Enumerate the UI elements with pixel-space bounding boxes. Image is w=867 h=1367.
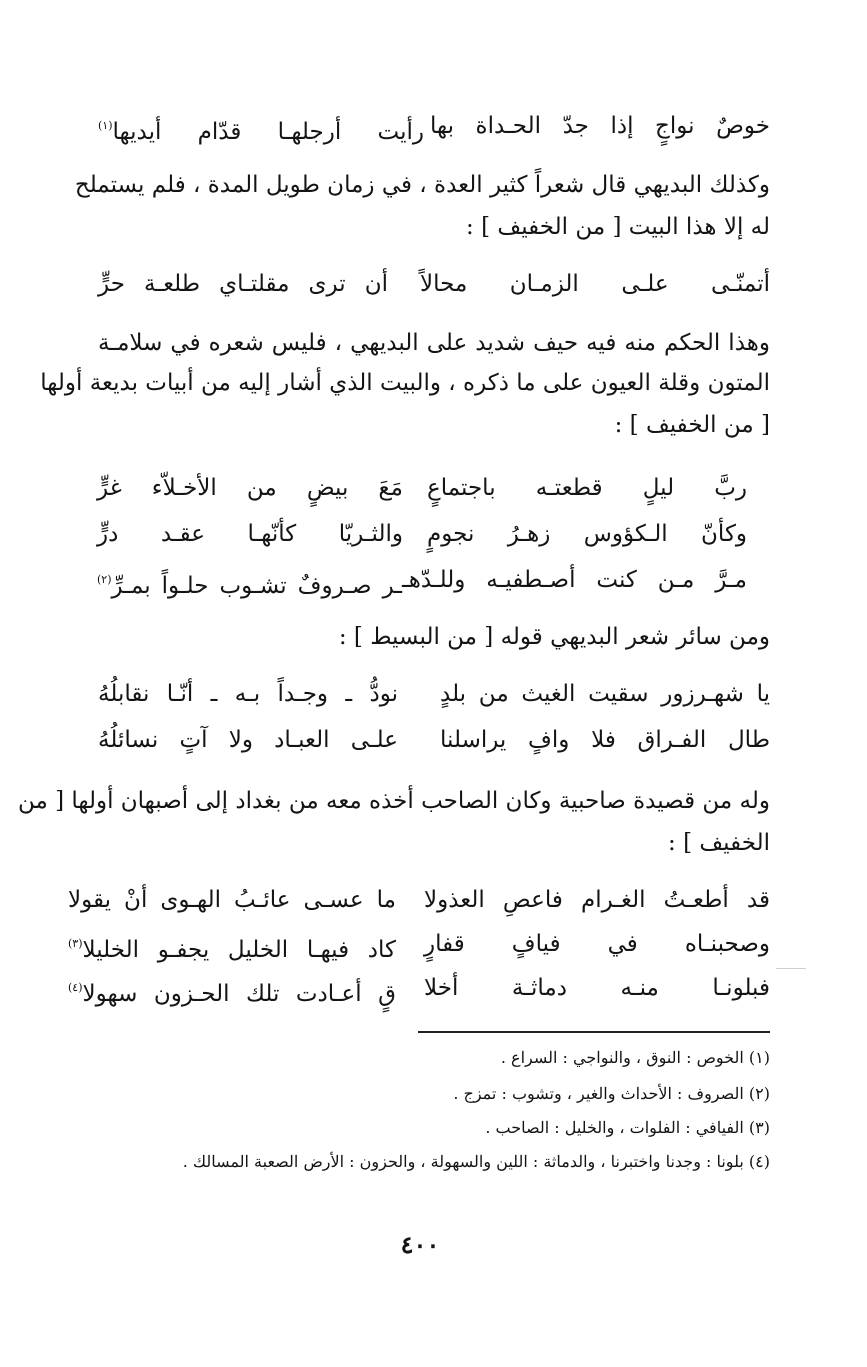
verse-hemistich-left: رأيت أرجلهـا قدّام أيديها$^{(١)}$ (98, 119, 424, 145)
paragraph-line: المتون وقلة العيون على ما ذكره ، والبيت الذي أشار إليه من أبيات بديعة أولها (40, 370, 770, 396)
paragraph-line: وهذا الحكم منه فيه حيف شديد على البديهي ، فليس شعره في سلامـة (98, 330, 770, 356)
verse-hemistich-left: علـى العبـاد ولا آتٍ نسائلُهُ (98, 727, 398, 753)
paragraph-line: له إلا هذا البيت [ من الخفيف ] : (466, 214, 770, 240)
footnote: (٣) الفيافي : الفلوات ، والخليل : الصاحب . (485, 1118, 770, 1137)
paragraph-line: وكذلك البديهي قال شعراً كثير العدة ، في زمان طويل المدة ، فلم يستملح (74, 172, 770, 198)
verse-hemistich-left: ما عسـى عائـبُ الهـوى أنْ يقولا (68, 887, 396, 913)
verse-line (98, 108, 770, 144)
verse-hemistich-right: يا شهـرزور سقيت الغيث من بلدٍ (440, 681, 770, 707)
footnote: (٤) بلونا : وجدنا واختبرنا ، والدماثة : اللين والسهولة ، والحزون : الأرض الصعبة المسالك . (182, 1152, 770, 1171)
verse-hemistich-right: فبلونـا منـه دماثـة أخلا (424, 975, 770, 1001)
footnote: (١) الخوص : النوق ، والنواجي : السراع . (500, 1048, 770, 1067)
paragraph-line: الخفيف ] : (668, 830, 770, 856)
verse-hemistich-left: مَعَ بيضٍ من الأخـلاّء غرٍّ (97, 475, 403, 501)
paragraph-line: [ من الخفيف ] : (614, 412, 770, 438)
verse-line (98, 266, 770, 302)
verse-hemistich-right: خوصٌ نواجٍ إذا جدّ الحـداة بها (430, 113, 770, 139)
verse-hemistich-right: ربَّ ليلٍ قطعتـه باجتماعٍ (427, 475, 747, 501)
verse-hemistich-right: قد أطعـتُ الغـرام فاعصِ العذولا (424, 887, 770, 913)
footnote-ref: (٢) (97, 573, 112, 586)
verse-hemistich-right: وصحبنـاه في فيافٍ قفارٍ (424, 931, 770, 957)
verse-hemistich-left: قٍ أعـادت تلك الحـزون سهولا$^{(٤)}$ (68, 981, 396, 1007)
verse-hemistich-right: أتمنّـى علـى الزمـان محالاً (420, 271, 770, 297)
footnote-ref: (١) (98, 119, 113, 132)
paragraph-line: ومن سائر شعر البديهي قوله [ من البسيط ] : (338, 624, 770, 650)
verse-hemistich-left: ـر صـروفٌ تشـوب حلـواً بمـرِّ$^{(٢)}$ (97, 573, 402, 599)
verse-hemistich-left: أن ترى مقلتـاي طلعـة حرٍّ (98, 271, 388, 297)
footnote: (٢) الصروف : الأحداث والغير ، وتشوب : تمزج . (453, 1084, 770, 1103)
footnote-ref: (٣) (68, 937, 83, 950)
verse-hemistich-right: وكأنّ الـكؤوس زهـرُ نجومٍ (427, 521, 747, 547)
paragraph-line: وله من قصيدة صاحبية وكان الصاحب أخذه معه من بغداد إلى أصبهان أولها [ من (17, 788, 770, 814)
page-number: ٤٠٠ (400, 1230, 440, 1259)
verse-hemistich-right: طال الفـراق فلا وافٍ يراسلنا (440, 727, 770, 753)
verse-line (98, 676, 770, 712)
verse-hemistich-left: والثـريّا كأنّهـا عقـد درٍّ (97, 521, 403, 547)
verse-line (68, 970, 770, 1006)
verse-hemistich-left: كاد فيهـا الخليل يجفـو الخليلا$^{(٣)}$ (68, 937, 396, 963)
verse-hemistich-left: نودُّ ـ وجـداً بـه ـ أنّـا نقابلُهُ (98, 681, 398, 707)
verse-line (97, 516, 747, 552)
verse-line (97, 470, 747, 506)
verse-hemistich-right: مـرَّ مـن كنت أصـطفيـه وللـدّهـ (402, 567, 747, 593)
footnote-divider (418, 1031, 770, 1033)
verse-line (68, 882, 770, 918)
verse-line (98, 722, 770, 758)
scan-mark (776, 968, 806, 969)
verse-line (68, 926, 770, 962)
footnote-ref: (٤) (68, 981, 83, 994)
verse-line (97, 562, 747, 598)
